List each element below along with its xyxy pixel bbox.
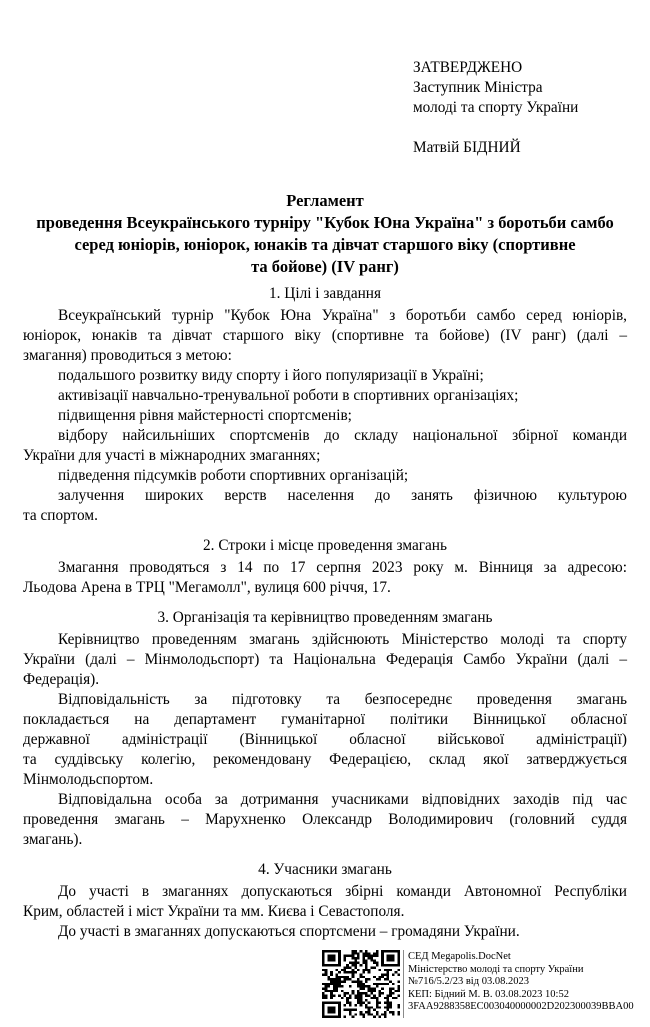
title-line: Регламент <box>286 191 364 210</box>
approval-line: Заступник Міністра <box>413 79 543 96</box>
text-line: Змагання проводяться з 14 по 17 серпня 2023 року м. Вінниця за адресою: <box>58 559 627 576</box>
approval-signer: Матвій БІДНИЙ <box>413 139 521 156</box>
text-line: активізації навчально-тренувальної роботи в спортивних організаціях; <box>58 387 519 404</box>
registration-stamp <box>322 950 634 1018</box>
text-line: Керівництво проведенням змагань здійснюють Міністерство молоді та спорту <box>58 631 627 648</box>
title-line: та бойове) (IV ранг) <box>251 257 399 276</box>
paragraph <box>23 690 627 790</box>
text-line: змагання) проводиться з метою: <box>23 347 232 364</box>
text-line: Федерація). <box>23 671 100 688</box>
text-line: Крим, областей і міст України та мм. Києва і Севастополя. <box>23 903 405 920</box>
text-line: України (далі – Мінмолодьспорт) та Національна Федерація Самбо України (далі – <box>23 651 627 668</box>
stamp-line: СЕД Megapolis.DocNet <box>408 951 511 962</box>
stamp-line: Міністерство молоді та спорту України <box>408 963 584 975</box>
text-line: подальшого розвитку виду спорту і його популяризації в Україні; <box>58 367 484 384</box>
list-item <box>23 406 627 426</box>
approval-block <box>413 58 627 158</box>
text-line: відбору найсильніших спортсменів до складу національної збірної команди <box>58 427 627 444</box>
approval-line: молоді та спорту України <box>413 99 579 116</box>
text-line: залучення широких верств населення до занять фізичною культурою <box>58 487 627 504</box>
text-line: підвищення рівня майстерності спортсменів; <box>58 407 352 424</box>
text-line: Відповідальна особа за дотримання учасниками відповідних заходів під час <box>58 791 627 808</box>
title-line: серед юніорів, юніорок, юнаків та дівчат старшого віку (спортивне <box>74 235 576 254</box>
text-line: проведення змагань – Марухненко Олександр Володимирович (головний суддя <box>23 811 627 828</box>
paragraph <box>23 922 627 942</box>
list-item <box>23 426 627 466</box>
stamp-line: 3FAA9288358EC003040000002D202300039BBA00 <box>408 1001 634 1013</box>
section-heading-organization: 3. Організація та керівництво проведенням змагань <box>157 609 493 626</box>
list-item <box>23 386 627 406</box>
list-item <box>23 486 627 526</box>
stamp-text-block <box>408 950 634 1018</box>
paragraph <box>23 306 627 366</box>
stamp-divider <box>403 950 404 1018</box>
text-line: Мінмолодьспортом. <box>23 771 154 788</box>
stamp-line: КЕП: Бідний М. В. 03.08.2023 10:52 <box>408 988 569 1000</box>
paragraph <box>23 558 627 598</box>
approval-line: ЗАТВЕРДЖЕНО <box>413 59 523 76</box>
text-line: України для участі в міжнародних змаганнях; <box>23 447 321 464</box>
paragraph <box>23 630 627 690</box>
text-line: державної адміністрації (Вінницької обласної військової адміністрації) <box>23 731 627 748</box>
text-line: Відповідальність за підготовку та безпосереднє проведення змагань <box>58 691 627 708</box>
text-line: Всеукраїнський турнір "Кубок Юна Україна" з боротьби самбо серед юніорів, <box>58 307 627 324</box>
stamp-line: №716/5.2/23 від 03.08.2023 <box>408 976 529 988</box>
section-heading-goals: 1. Цілі і завдання <box>268 285 382 302</box>
paragraph <box>23 790 627 850</box>
section-heading-dates-venue: 2. Строки і місце проведення змагань <box>203 537 447 554</box>
list-item <box>23 466 627 486</box>
text-line: змагань). <box>23 831 83 848</box>
text-line: покладається на департамент гуманітарної політики Вінницької обласної <box>23 711 627 728</box>
text-line: та суддівську колегію, рекомендовану Федерацією, склад якої затверджується <box>23 751 627 768</box>
text-line: До участі в змаганнях допускаються збірні команди Автономної Республіки <box>58 883 627 900</box>
list-item <box>23 366 627 386</box>
section-heading-participants: 4. Учасники змагань <box>258 861 392 878</box>
document-title <box>23 190 627 278</box>
text-line: та спортом. <box>23 507 98 524</box>
text-line: Льодова Арена в ТРЦ "Мегамолл", вулиця 600 річчя, 17. <box>23 579 391 596</box>
paragraph <box>23 882 627 922</box>
title-line: проведення Всеукраїнського турніру "Кубок Юна Україна" з боротьби самбо <box>36 213 614 232</box>
qr-code-icon <box>322 950 400 1018</box>
text-line: підведення підсумків роботи спортивних організацій; <box>58 467 409 484</box>
text-line: До участі в змаганнях допускаються спортсмени – громадяни України. <box>58 923 520 940</box>
text-line: юніорок, юнаків та дівчат старшого віку (спортивне та бойове) (IV ранг) (далі – <box>23 327 627 344</box>
